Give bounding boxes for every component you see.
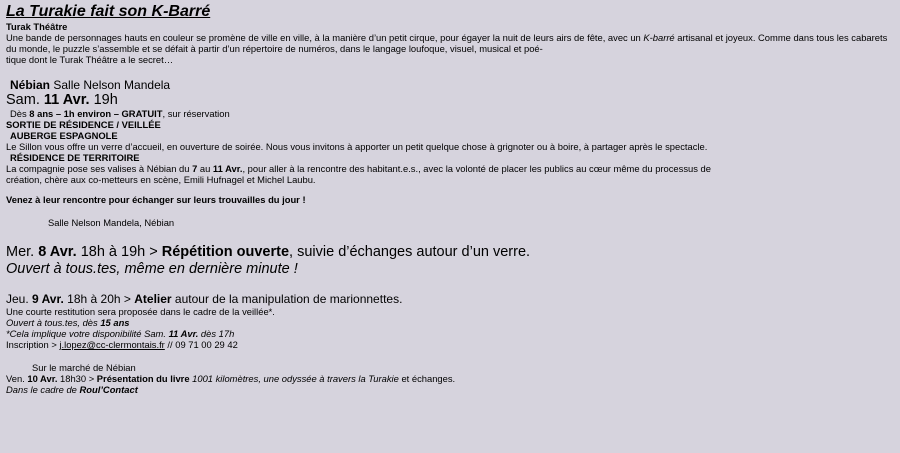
jeu-open-age: 15 ans — [100, 317, 130, 328]
roul-prefix: Dans le cadre de — [6, 384, 80, 395]
jeu-day: Jeu. — [6, 292, 33, 306]
jeu-note-suffix: dès 17h — [198, 328, 235, 339]
jeu-num: 9 Avr. — [32, 292, 64, 306]
res-text-a: La compagnie pose ses valises à Nébian du — [6, 163, 193, 174]
jeu-note-prefix: *Cela implique votre disponibilité Sam. — [6, 328, 169, 339]
description-text: Une bande de personnages hauts en couleur se promène de ville en ville, à la manière d’un petit cirque, pour égayer la nuit de leurs airs de fête, avec un — [6, 32, 644, 43]
description-em: K-barré — [643, 32, 675, 43]
venue-line — [6, 78, 894, 92]
ven-day: Ven. — [6, 373, 28, 384]
email-link[interactable]: j.lopez@cc-clermontais.fr — [59, 339, 165, 350]
age-value: 8 ans – 1h environ – GRATUIT — [29, 108, 163, 119]
ven-rest: et échanges. — [398, 373, 456, 384]
event-title: La Turakie fait son K-Barré — [6, 3, 211, 20]
age-suffix: , sur réservation — [162, 108, 230, 119]
ven-what: Présentation du livre — [96, 373, 193, 384]
mer-line — [6, 244, 894, 261]
mer-day: Mer. — [6, 244, 39, 260]
res-text-b: 7 — [192, 163, 198, 174]
sortie-heading: SORTIE DE RÉSIDENCE / VEILLÉE — [6, 119, 161, 130]
venue-place: Salle Nelson Mandela — [50, 78, 171, 92]
venez-text: Venez à leur rencontre pour échanger sur leurs trouvailles du jour ! — [6, 194, 306, 205]
ven-time: 18h30 > — [57, 373, 97, 384]
date-num: 11 Avr. — [43, 92, 90, 108]
res-text-d: 11 Avr. — [212, 163, 243, 174]
mer-open: Ouvert à tous.tes, même en dernière minute ! — [6, 261, 298, 277]
res-text-line2: création, chère aux co-metteurs en scène, Emili Hufnagel et Michel Laubu. — [6, 174, 316, 185]
sillon-text: Le Sillon vous offre un verre d’accueil, en ouverture de soirée. Nous vous invitons à apporter un petit quelque chose à grignoter ou à boire, à partager après le spectacle. — [6, 141, 708, 152]
jeu-rest: autour de la manipulation de marionnettes. — [171, 292, 403, 306]
jeu-restitution: Une courte restitution sera proposée dans le cadre de la veillée*. — [6, 306, 275, 317]
roul-line — [6, 384, 894, 395]
company-name: Turak Théâtre — [6, 21, 68, 32]
ven-book: 1001 kilomètres, une odyssée à travers la Turakie — [192, 373, 399, 384]
mer-num: 8 Avr. — [38, 244, 77, 260]
date-day: Sam. — [6, 92, 44, 108]
age-prefix: Dès — [10, 108, 30, 119]
jeu-inscription — [6, 339, 894, 350]
mer-time: 18h à 19h > — [76, 244, 162, 260]
jeu-time: 18h à 20h > — [63, 292, 135, 306]
jeu-open-prefix: Ouvert à tous.tes, dès — [6, 317, 101, 328]
mer-rest: , suivie d’échanges autour d’un verre. — [289, 244, 531, 260]
res-text-e: , pour aller à la rencontre des habitant.e.s., avec la volonté de placer les publics au cœur même du processus de — [242, 163, 711, 174]
ven-num: 10 Avr. — [27, 373, 58, 384]
age-info — [6, 108, 894, 119]
jeu-line — [6, 292, 894, 306]
jeu-open — [6, 317, 894, 328]
jeu-note-date: 11 Avr. — [168, 328, 199, 339]
marche-location: Sur le marché de Nébian — [32, 362, 136, 373]
description-text-2: artisanal et joyeux. Comme dans tous les cabarets du monde, le puzzle s’assemble et se défait à partir d’un répertoire de numéros, dans le langage loufoque, visuel, musical et poé- — [6, 32, 888, 54]
res-text-c: au — [197, 163, 213, 174]
jeu-note — [6, 328, 894, 339]
auberge-heading: AUBERGE ESPAGNOLE — [10, 130, 118, 141]
description-text-3: tique dont le Turak Théâtre a le secret… — [6, 54, 174, 65]
insc-prefix: Inscription > — [6, 339, 60, 350]
main-date — [6, 92, 894, 108]
roul-name: Roul’Contact — [79, 384, 138, 395]
salle-location: Salle Nelson Mandela, Nébian — [48, 217, 175, 228]
phone-number: // 09 71 00 29 42 — [164, 339, 238, 350]
ven-line — [6, 373, 894, 384]
description — [6, 32, 894, 65]
jeu-what: Atelier — [134, 292, 172, 306]
residence-text — [6, 163, 894, 185]
venue-town: Nébian — [10, 78, 51, 92]
residence-heading: RÉSIDENCE DE TERRITOIRE — [10, 152, 140, 163]
mer-what: Répétition ouverte — [161, 244, 290, 260]
date-time: 19h — [89, 92, 118, 108]
